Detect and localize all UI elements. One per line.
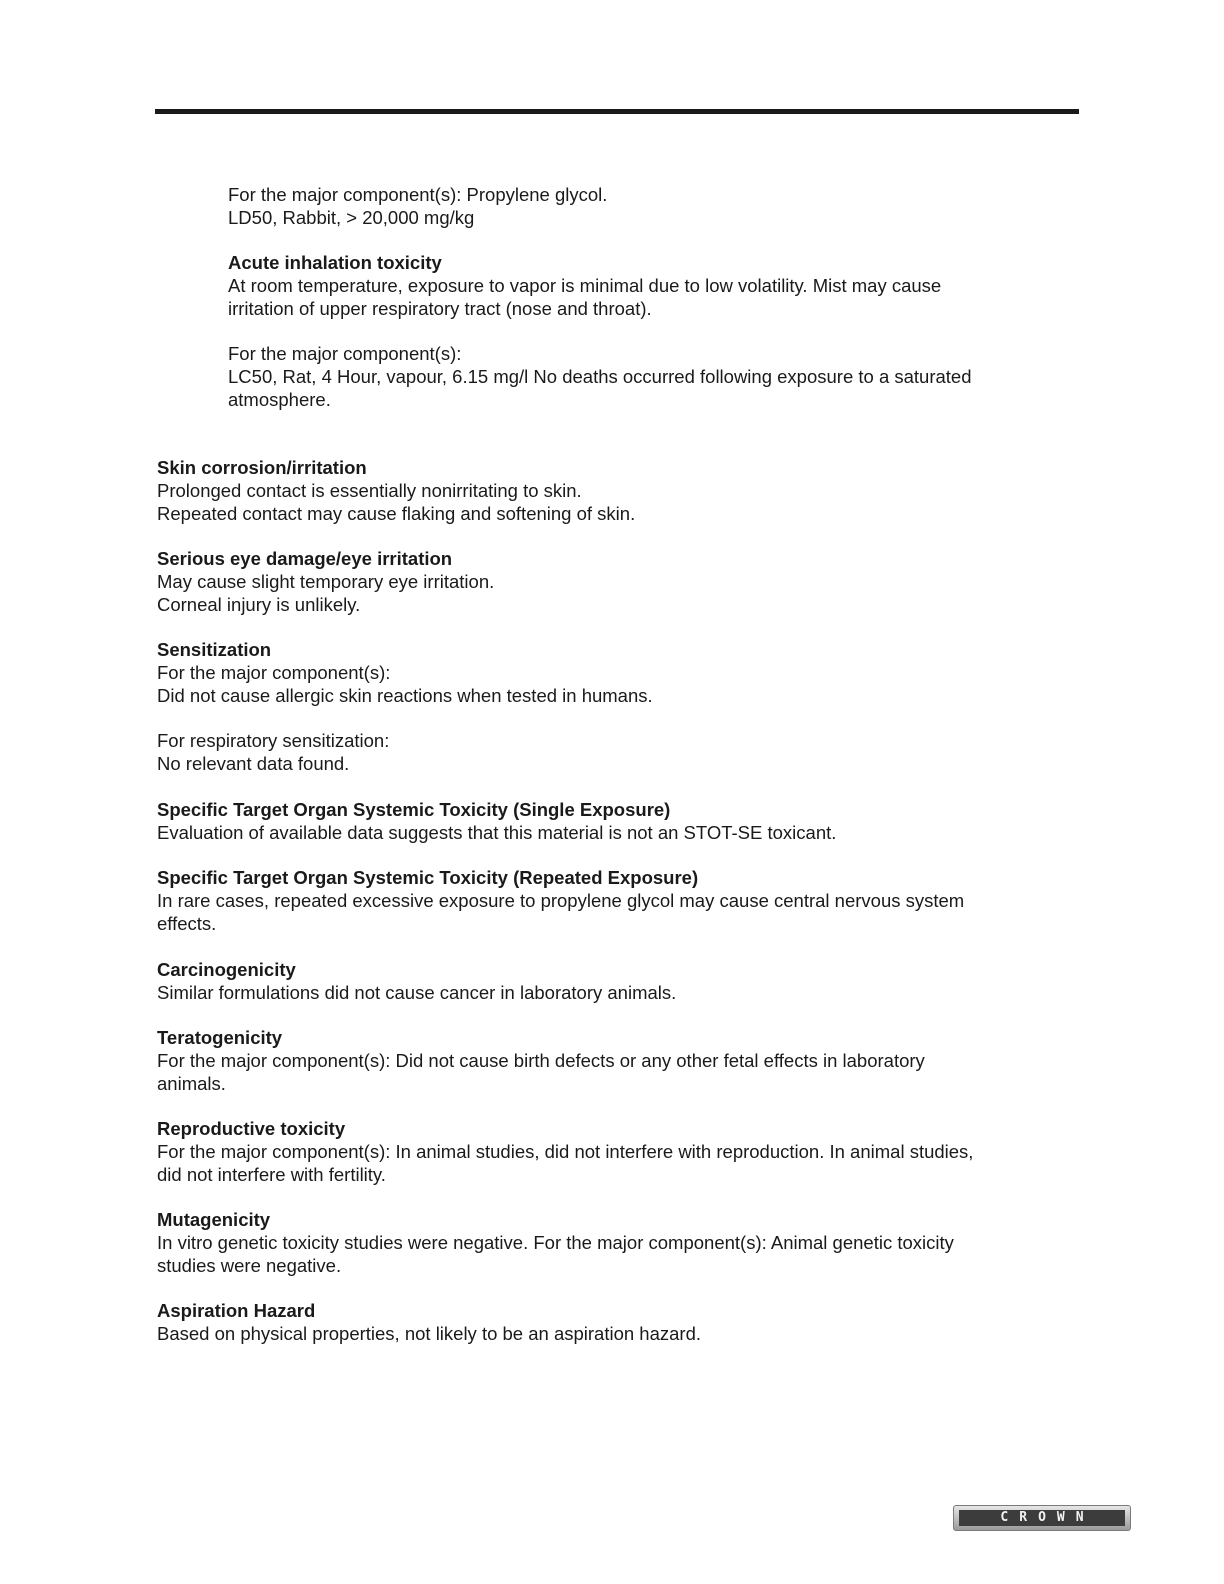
inhalation-line-2: irritation of upper respiratory tract (nose and throat). bbox=[228, 298, 652, 319]
header-rule bbox=[155, 109, 1079, 114]
carcinogenicity-line-1: Similar formulations did not cause cancer in laboratory animals. bbox=[157, 982, 677, 1003]
stot-repeated-heading: Specific Target Organ Systemic Toxicity (Repeated Exposure) bbox=[157, 867, 699, 888]
aspiration-heading: Aspiration Hazard bbox=[157, 1300, 316, 1321]
reproductive-line-2: did not interfere with fertility. bbox=[157, 1164, 386, 1185]
teratogenicity-heading: Teratogenicity bbox=[157, 1027, 283, 1048]
inhalation-heading: Acute inhalation toxicity bbox=[228, 252, 442, 273]
crown-logo bbox=[953, 1505, 1131, 1531]
stot-repeated-line-2: effects. bbox=[157, 913, 217, 934]
sensitization-heading: Sensitization bbox=[157, 639, 272, 660]
teratogenicity-line-1: For the major component(s): Did not cause birth defects or any other fetal effects in laboratory bbox=[157, 1050, 925, 1071]
inhalation-line-5: atmosphere. bbox=[228, 389, 331, 410]
reproductive-line-1: For the major component(s): In animal studies, did not interfere with reproduction. In animal studies, bbox=[157, 1141, 974, 1162]
sensitization-line-3: For respiratory sensitization: bbox=[157, 730, 390, 751]
aspiration-line-1: Based on physical properties, not likely to be an aspiration hazard. bbox=[157, 1323, 702, 1344]
sensitization-line-2: Did not cause allergic skin reactions when tested in humans. bbox=[157, 685, 653, 706]
oral-line-2: LD50, Rabbit, > 20,000 mg/kg bbox=[228, 207, 475, 228]
teratogenicity-line-2: animals. bbox=[157, 1073, 226, 1094]
stot-single-line-1: Evaluation of available data suggests that this material is not an STOT-SE toxicant. bbox=[157, 822, 837, 843]
eye-line-2: Corneal injury is unlikely. bbox=[157, 594, 361, 615]
reproductive-heading: Reproductive toxicity bbox=[157, 1118, 346, 1139]
inhalation-line-1: At room temperature, exposure to vapor is minimal due to low volatility. Mist may cause bbox=[228, 275, 942, 296]
sensitization-line-1: For the major component(s): bbox=[157, 662, 391, 683]
mutagenicity-line-2: studies were negative. bbox=[157, 1255, 342, 1276]
mutagenicity-line-1: In vitro genetic toxicity studies were negative. For the major component(s): Animal genetic toxicity bbox=[157, 1232, 954, 1253]
skin-line-1: Prolonged contact is essentially nonirritating to skin. bbox=[157, 480, 582, 501]
carcinogenicity-heading: Carcinogenicity bbox=[157, 959, 296, 980]
eye-heading: Serious eye damage/eye irritation bbox=[157, 548, 453, 569]
skin-line-2: Repeated contact may cause flaking and softening of skin. bbox=[157, 503, 636, 524]
sensitization-line-4: No relevant data found. bbox=[157, 753, 350, 774]
logo-text: CROWN bbox=[959, 1510, 1125, 1526]
inhalation-line-3: For the major component(s): bbox=[228, 343, 462, 364]
inhalation-line-4: LC50, Rat, 4 Hour, vapour, 6.15 mg/l No deaths occurred following exposure to a saturated bbox=[228, 366, 972, 387]
skin-heading: Skin corrosion/irritation bbox=[157, 457, 367, 478]
eye-line-1: May cause slight temporary eye irritation. bbox=[157, 571, 495, 592]
stot-repeated-line-1: In rare cases, repeated excessive exposure to propylene glycol may cause central nervous system bbox=[157, 890, 965, 911]
oral-line-1: For the major component(s): Propylene glycol. bbox=[228, 184, 608, 205]
mutagenicity-heading: Mutagenicity bbox=[157, 1209, 271, 1230]
stot-single-heading: Specific Target Organ Systemic Toxicity (Single Exposure) bbox=[157, 799, 671, 820]
